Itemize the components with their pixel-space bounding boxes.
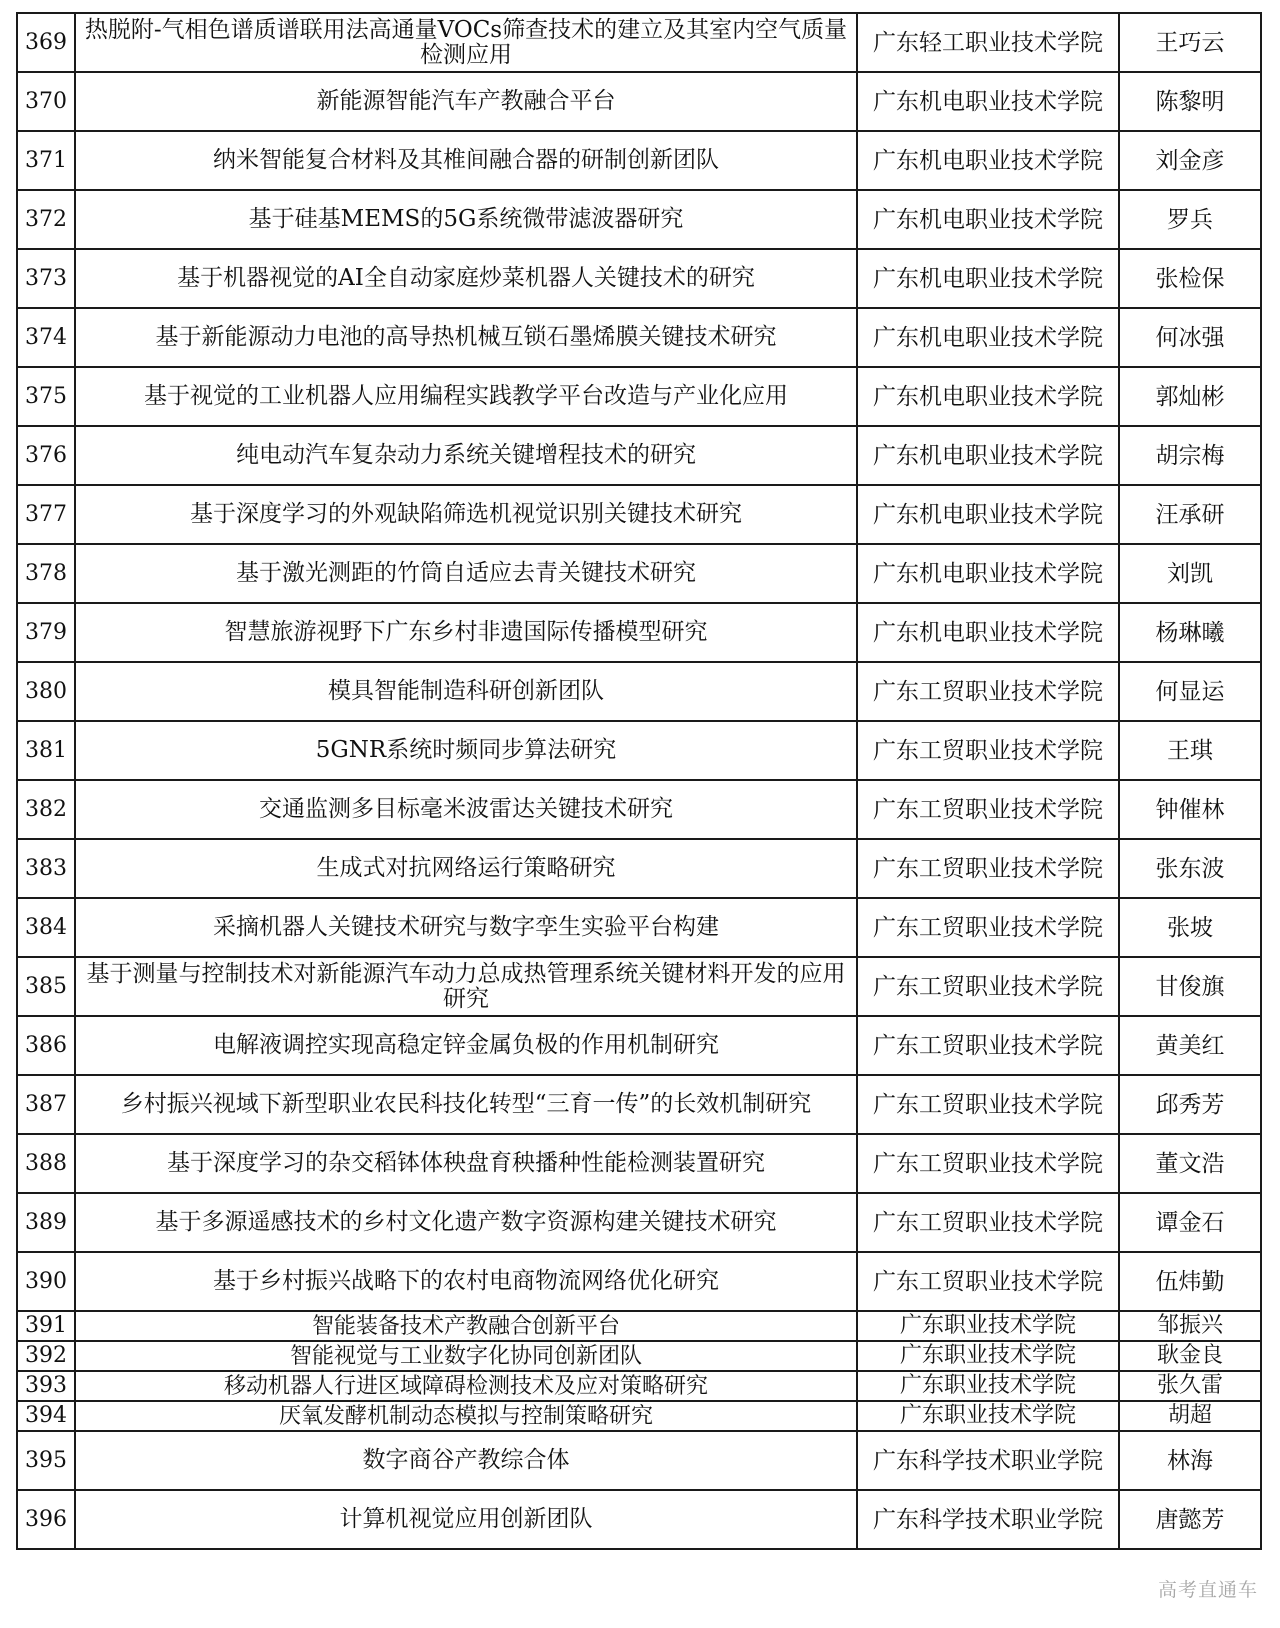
leader-cell: 唐懿芳	[1119, 1490, 1261, 1549]
table-row	[17, 190, 1261, 249]
institution-cell: 广东机电职业技术学院	[857, 485, 1119, 544]
table-row	[17, 1075, 1261, 1134]
institution-cell: 广东工贸职业技术学院	[857, 839, 1119, 898]
project-title-cell	[75, 13, 857, 72]
institution-cell: 广东工贸职业技术学院	[857, 662, 1119, 721]
leader-cell: 伍炜勤	[1119, 1252, 1261, 1311]
institution-cell: 广东工贸职业技术学院	[857, 780, 1119, 839]
project-title-cell	[75, 1193, 857, 1252]
table-row	[17, 131, 1261, 190]
leader-cell: 张东波	[1119, 839, 1261, 898]
project-title-cell	[75, 1311, 857, 1341]
institution-cell: 广东工贸职业技术学院	[857, 1016, 1119, 1075]
leader-cell: 何显运	[1119, 662, 1261, 721]
watermark-text: 高考直通车	[1157, 1579, 1258, 1601]
leader-cell: 胡超	[1119, 1401, 1261, 1431]
row-number-cell: 390	[17, 1252, 75, 1311]
project-title-cell	[75, 780, 857, 839]
project-title-text: 纳米智能复合材料及其椎间融合器的研制创新团队	[213, 147, 719, 173]
row-number-cell: 369	[17, 13, 75, 72]
project-title-cell	[75, 485, 857, 544]
project-title-cell	[75, 957, 857, 1016]
project-title-text: 移动机器人行进区域障碍检测技术及应对策略研究	[223, 1373, 708, 1399]
project-list-page	[16, 12, 1260, 1550]
row-number-cell: 394	[17, 1401, 75, 1431]
institution-cell: 广东机电职业技术学院	[857, 603, 1119, 662]
row-number-cell: 377	[17, 485, 75, 544]
project-title-text: 新能源智能汽车产教融合平台	[316, 88, 616, 114]
institution-cell: 广东工贸职业技术学院	[857, 1134, 1119, 1193]
table-row	[17, 1371, 1261, 1401]
project-title-text: 基于机器视觉的AI全自动家庭炒菜机器人关键技术的研究	[177, 265, 755, 291]
project-title-cell	[75, 367, 857, 426]
table-row	[17, 544, 1261, 603]
project-title-cell	[75, 839, 857, 898]
institution-cell: 广东科学技术职业学院	[857, 1431, 1119, 1490]
row-number-cell: 376	[17, 426, 75, 485]
leader-cell: 胡宗梅	[1119, 426, 1261, 485]
leader-cell: 董文浩	[1119, 1134, 1261, 1193]
institution-cell: 广东机电职业技术学院	[857, 544, 1119, 603]
project-title-cell	[75, 603, 857, 662]
project-title-text: 采摘机器人关键技术研究与数字孪生实验平台构建	[213, 914, 719, 940]
institution-cell: 广东工贸职业技术学院	[857, 957, 1119, 1016]
project-title-text: 计算机视觉应用创新团队	[339, 1506, 593, 1532]
project-title-text: 模具智能制造科研创新团队	[328, 678, 604, 704]
row-number-cell: 378	[17, 544, 75, 603]
project-title-cell	[75, 662, 857, 721]
table-row	[17, 603, 1261, 662]
leader-cell: 张检保	[1119, 249, 1261, 308]
table-row	[17, 249, 1261, 308]
institution-cell: 广东轻工职业技术学院	[857, 13, 1119, 72]
row-number-cell: 371	[17, 131, 75, 190]
project-table	[16, 12, 1262, 1550]
row-number-cell: 386	[17, 1016, 75, 1075]
leader-cell: 郭灿彬	[1119, 367, 1261, 426]
leader-cell: 黄美红	[1119, 1016, 1261, 1075]
project-title-text: 基于乡村振兴战略下的农村电商物流网络优化研究	[213, 1268, 719, 1294]
table-row	[17, 426, 1261, 485]
project-title-cell	[75, 721, 857, 780]
table-row	[17, 1016, 1261, 1075]
table-row	[17, 839, 1261, 898]
leader-cell: 张坡	[1119, 898, 1261, 957]
leader-cell: 杨琳曦	[1119, 603, 1261, 662]
row-number-cell: 382	[17, 780, 75, 839]
table-row	[17, 367, 1261, 426]
leader-cell: 张久雷	[1119, 1371, 1261, 1401]
project-title-text: 纯电动汽车复杂动力系统关键增程技术的研究	[236, 442, 696, 468]
row-number-cell: 387	[17, 1075, 75, 1134]
institution-cell: 广东职业技术学院	[857, 1371, 1119, 1401]
table-row	[17, 13, 1261, 72]
leader-cell: 林海	[1119, 1431, 1261, 1490]
row-number-cell: 385	[17, 957, 75, 1016]
table-row	[17, 1431, 1261, 1490]
project-title-cell	[75, 1341, 857, 1371]
project-title-cell	[75, 1490, 857, 1549]
project-table-body	[17, 13, 1261, 1549]
project-title-cell	[75, 1075, 857, 1134]
table-row	[17, 1252, 1261, 1311]
leader-cell: 钟催林	[1119, 780, 1261, 839]
leader-cell: 甘俊旗	[1119, 957, 1261, 1016]
leader-cell: 王琪	[1119, 721, 1261, 780]
leader-cell: 邱秀芳	[1119, 1075, 1261, 1134]
table-row	[17, 662, 1261, 721]
row-number-cell: 396	[17, 1490, 75, 1549]
institution-cell: 广东机电职业技术学院	[857, 308, 1119, 367]
table-row	[17, 1311, 1261, 1341]
institution-cell: 广东机电职业技术学院	[857, 131, 1119, 190]
table-row	[17, 1490, 1261, 1549]
leader-cell: 何冰强	[1119, 308, 1261, 367]
row-number-cell: 374	[17, 308, 75, 367]
row-number-cell: 391	[17, 1311, 75, 1341]
project-title-cell	[75, 190, 857, 249]
project-title-text: 厌氧发酵机制动态模拟与控制策略研究	[278, 1403, 653, 1429]
table-row	[17, 1401, 1261, 1431]
table-row	[17, 485, 1261, 544]
project-title-cell	[75, 308, 857, 367]
project-title-cell	[75, 72, 857, 131]
leader-cell: 谭金石	[1119, 1193, 1261, 1252]
institution-cell: 广东工贸职业技术学院	[857, 721, 1119, 780]
institution-cell: 广东机电职业技术学院	[857, 367, 1119, 426]
institution-cell: 广东工贸职业技术学院	[857, 898, 1119, 957]
leader-cell: 罗兵	[1119, 190, 1261, 249]
leader-cell: 刘金彦	[1119, 131, 1261, 190]
table-row	[17, 780, 1261, 839]
institution-cell: 广东机电职业技术学院	[857, 72, 1119, 131]
project-title-cell	[75, 426, 857, 485]
row-number-cell: 380	[17, 662, 75, 721]
row-number-cell: 372	[17, 190, 75, 249]
project-title-cell	[75, 1431, 857, 1490]
row-number-cell: 379	[17, 603, 75, 662]
table-row	[17, 898, 1261, 957]
row-number-cell: 389	[17, 1193, 75, 1252]
row-number-cell: 370	[17, 72, 75, 131]
table-row	[17, 1134, 1261, 1193]
table-row	[17, 308, 1261, 367]
project-title-text: 生成式对抗网络运行策略研究	[316, 855, 616, 881]
institution-cell: 广东职业技术学院	[857, 1311, 1119, 1341]
leader-cell: 邹振兴	[1119, 1311, 1261, 1341]
institution-cell: 广东机电职业技术学院	[857, 426, 1119, 485]
row-number-cell: 384	[17, 898, 75, 957]
project-title-text: 基于深度学习的外观缺陷筛选机视觉识别关键技术研究	[190, 501, 742, 527]
table-row	[17, 721, 1261, 780]
institution-cell: 广东机电职业技术学院	[857, 190, 1119, 249]
table-row	[17, 1341, 1261, 1371]
leader-cell: 王巧云	[1119, 13, 1261, 72]
project-title-text: 交通监测多目标毫米波雷达关键技术研究	[259, 796, 673, 822]
institution-cell: 广东职业技术学院	[857, 1401, 1119, 1431]
project-title-text: 基于激光测距的竹筒自适应去青关键技术研究	[236, 560, 696, 586]
project-title-text: 基于深度学习的杂交稻钵体秧盘育秧播种性能检测装置研究	[167, 1150, 765, 1176]
project-title-text: 数字商谷产教综合体	[362, 1447, 570, 1473]
project-title-text: 基于测量与控制技术对新能源汽车动力总成热管理系统关键材料开发的应用研究	[86, 960, 846, 1012]
institution-cell: 广东科学技术职业学院	[857, 1490, 1119, 1549]
row-number-cell: 383	[17, 839, 75, 898]
table-row	[17, 957, 1261, 1016]
project-title-cell	[75, 1371, 857, 1401]
leader-cell: 陈黎明	[1119, 72, 1261, 131]
project-title-text: 基于新能源动力电池的高导热机械互锁石墨烯膜关键技术研究	[155, 324, 777, 350]
project-title-text: 智能装备技术产教融合创新平台	[311, 1313, 620, 1339]
project-title-cell	[75, 1016, 857, 1075]
institution-cell: 广东机电职业技术学院	[857, 249, 1119, 308]
project-title-cell	[75, 131, 857, 190]
project-title-text: 5GNR系统时频同步算法研究	[315, 737, 617, 763]
project-title-cell	[75, 249, 857, 308]
project-title-text: 热脱附-气相色谱质谱联用法高通量VOCs筛查技术的建立及其室内空气质量检测应用	[84, 16, 848, 68]
project-title-text: 电解液调控实现高稳定锌金属负极的作用机制研究	[213, 1032, 719, 1058]
project-title-cell	[75, 544, 857, 603]
institution-cell: 广东职业技术学院	[857, 1341, 1119, 1371]
row-number-cell: 395	[17, 1431, 75, 1490]
project-title-cell	[75, 1252, 857, 1311]
project-title-text: 乡村振兴视域下新型职业农民科技化转型“三育一传”的长效机制研究	[120, 1091, 812, 1117]
project-title-text: 智能视觉与工业数字化协同创新团队	[289, 1343, 642, 1369]
project-title-cell	[75, 1401, 857, 1431]
institution-cell: 广东工贸职业技术学院	[857, 1075, 1119, 1134]
project-title-text: 基于多源遥感技术的乡村文化遗产数字资源构建关键技术研究	[155, 1209, 777, 1235]
table-row	[17, 1193, 1261, 1252]
institution-cell: 广东工贸职业技术学院	[857, 1193, 1119, 1252]
row-number-cell: 392	[17, 1341, 75, 1371]
project-title-text: 智慧旅游视野下广东乡村非遗国际传播模型研究	[224, 619, 708, 645]
leader-cell: 耿金良	[1119, 1341, 1261, 1371]
table-row	[17, 72, 1261, 131]
row-number-cell: 373	[17, 249, 75, 308]
project-title-text: 基于硅基MEMS的5G系统微带滤波器研究	[248, 206, 684, 232]
institution-cell: 广东工贸职业技术学院	[857, 1252, 1119, 1311]
project-title-cell	[75, 1134, 857, 1193]
project-title-cell	[75, 898, 857, 957]
leader-cell: 汪承研	[1119, 485, 1261, 544]
row-number-cell: 388	[17, 1134, 75, 1193]
row-number-cell: 393	[17, 1371, 75, 1401]
project-title-text: 基于视觉的工业机器人应用编程实践教学平台改造与产业化应用	[144, 383, 788, 409]
leader-cell: 刘凯	[1119, 544, 1261, 603]
row-number-cell: 375	[17, 367, 75, 426]
row-number-cell: 381	[17, 721, 75, 780]
